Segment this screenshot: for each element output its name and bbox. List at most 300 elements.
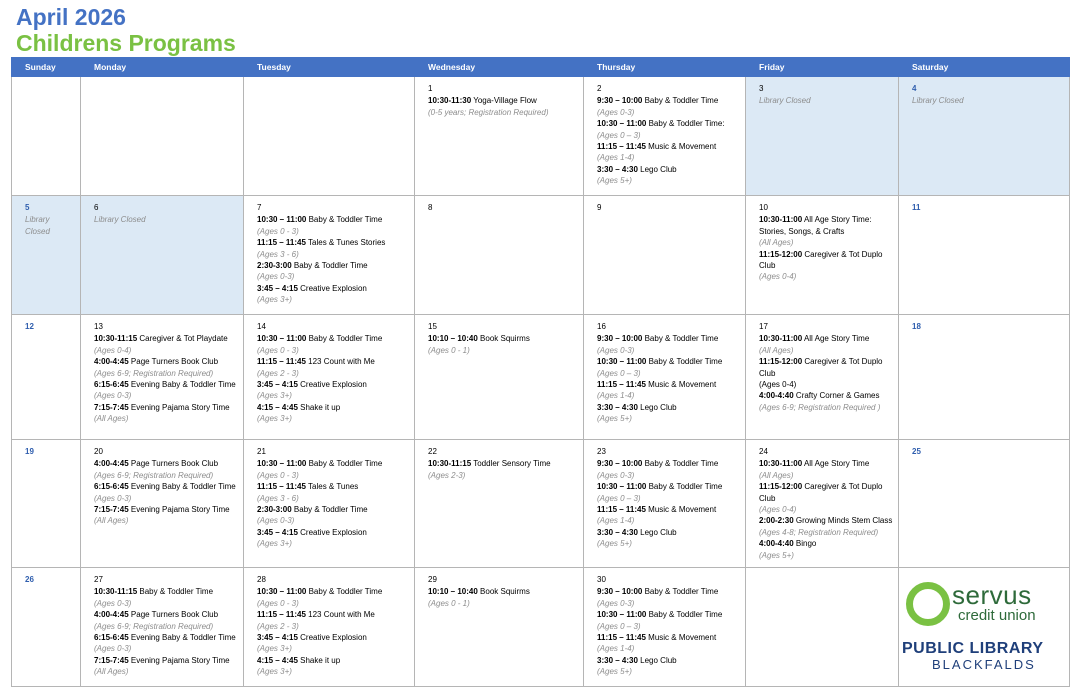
program-event	[759, 390, 894, 401]
event-age-range: (Ages 4-8; Registration Required)	[759, 527, 879, 537]
event-time: 4:00-4:40	[759, 539, 794, 549]
day-cell	[415, 440, 584, 568]
day-number: 18	[912, 322, 921, 331]
event-name: Music & Movement	[645, 380, 717, 390]
program-event	[759, 481, 894, 504]
program-event	[759, 249, 894, 272]
event-time: 3:30 – 4:30	[597, 164, 638, 174]
day-number: 17	[759, 322, 768, 331]
event-name: 123 Count with Me	[305, 357, 375, 367]
program-event	[94, 379, 239, 390]
empty-day-cell	[81, 77, 244, 196]
weekday-monday: Monday	[81, 58, 244, 77]
event-time: 4:00-4:45	[94, 610, 129, 620]
event-time: 10:30 – 11:00	[597, 610, 647, 620]
event-age-range: (Ages 5+)	[597, 667, 632, 677]
event-name: Evening Pajama Story Time	[128, 505, 230, 515]
event-time: 10:30-11:00	[759, 334, 803, 344]
event-age-range: (Ages 2 - 3)	[257, 621, 299, 631]
event-age-range: (Ages 0 – 3)	[597, 368, 641, 378]
event-age-range: (Ages 0 - 3)	[257, 226, 299, 236]
event-age-range: (Ages 3+)	[257, 391, 292, 401]
event-name: Creative Explosion	[297, 633, 367, 643]
event-name: Baby & Toddler Time	[642, 334, 719, 344]
program-event	[759, 333, 894, 344]
event-name: Shake it up	[297, 655, 341, 665]
program-event	[428, 333, 579, 344]
event-age-range: (Ages 0 - 1)	[428, 345, 470, 355]
program-event	[597, 141, 741, 152]
event-age-range: (All Ages)	[759, 470, 794, 480]
event-time: 9:30 – 10:00	[597, 96, 643, 106]
event-name: Page Turners Book Club	[128, 610, 219, 620]
event-age-range: (Ages 0 – 3)	[597, 130, 641, 140]
program-event	[597, 481, 741, 492]
program-event	[257, 458, 410, 469]
month-title: April 2026	[16, 4, 126, 30]
day-cell	[415, 196, 584, 315]
event-time: 10:30-11:00	[759, 459, 803, 469]
week-row	[12, 77, 1070, 196]
program-event	[597, 458, 741, 469]
program-event	[94, 402, 239, 413]
program-event	[597, 118, 741, 129]
day-cell	[81, 440, 244, 568]
program-event	[257, 333, 410, 344]
event-time: 2:30-3:00	[257, 505, 292, 515]
event-age-range: (Ages 0-3)	[94, 391, 132, 401]
event-time: 4:00-4:45	[94, 459, 129, 469]
event-age-range: (Ages 3 - 6)	[257, 493, 299, 503]
event-age-range: (Ages 3+)	[257, 644, 292, 654]
event-name: Baby & Toddler Time	[642, 587, 719, 597]
week-row	[12, 315, 1070, 440]
event-name: Baby & Toddler Time	[642, 96, 719, 106]
program-event	[597, 586, 741, 597]
program-event	[257, 402, 410, 413]
day-number: 4	[912, 84, 917, 93]
day-cell	[584, 196, 746, 315]
event-age-range: (Ages 0-3)	[597, 107, 635, 117]
day-cell	[899, 315, 1070, 440]
event-age-range: (Ages 0-4)	[94, 345, 132, 355]
event-age-range: (Ages 0-4)	[759, 505, 797, 515]
day-cell	[584, 77, 746, 196]
event-time: 3:45 – 4:15	[257, 283, 298, 293]
day-number: 23	[597, 447, 606, 456]
event-age-range: (Ages 5+)	[597, 414, 632, 424]
day-cell	[415, 315, 584, 440]
event-name: Evening Baby & Toddler Time	[128, 482, 236, 492]
event-name: Evening Baby & Toddler Time	[128, 380, 236, 390]
day-number: 8	[428, 203, 433, 212]
program-event	[94, 609, 239, 620]
day-number: 29	[428, 575, 437, 584]
event-name: All Age Story Time	[802, 334, 870, 344]
event-age-range: (Ages 1-4)	[597, 391, 635, 401]
event-time: 10:30-11:15	[94, 334, 138, 344]
day-cell	[415, 568, 584, 687]
event-time: 10:30 – 11:00	[257, 215, 307, 225]
event-name: Baby & Toddler Time	[646, 482, 723, 492]
event-age-range: (Ages 1-4)	[597, 644, 635, 654]
event-name: Evening Pajama Story Time	[128, 402, 230, 412]
day-cell	[746, 77, 899, 196]
event-age-range: (Ages 0-3)	[597, 598, 635, 608]
event-time: 2:30-3:00	[257, 261, 292, 271]
event-time: 6:15-6:45	[94, 380, 129, 390]
event-name: Lego Club	[637, 527, 677, 537]
event-name: Tales & Tunes	[305, 482, 359, 492]
event-time: 10:30 – 11:00	[597, 482, 647, 492]
event-name: Crafty Corner & Games	[793, 391, 880, 401]
event-time: 10:30-11:00	[759, 215, 803, 225]
program-event	[94, 632, 239, 643]
day-number: 13	[94, 322, 103, 331]
program-event	[94, 458, 239, 469]
logo-blackfalds-text: BLACKFALDS	[932, 657, 1036, 672]
program-event	[94, 586, 239, 597]
event-time: 4:00-4:45	[94, 357, 129, 367]
event-name: Baby & Toddler Time	[306, 459, 383, 469]
event-time: 11:15 – 11:45	[257, 482, 306, 492]
event-name: Baby & Toddler Time	[137, 587, 214, 597]
program-event	[597, 356, 741, 367]
event-name: Baby & Toddler Time	[291, 505, 368, 515]
event-time: 10:30-11:30	[428, 96, 472, 106]
day-number: 10	[759, 203, 768, 212]
day-number: 12	[25, 322, 34, 331]
day-cell	[899, 196, 1070, 315]
event-time: 9:30 – 10:00	[597, 587, 643, 597]
event-name: 123 Count with Me	[305, 610, 375, 620]
event-name: Baby & Toddler Time	[306, 587, 383, 597]
empty-day-cell	[244, 77, 415, 196]
logo-servus-text: servus	[952, 580, 1032, 610]
event-time: 6:15-6:45	[94, 482, 129, 492]
event-time: 11:15 – 11:45	[597, 142, 646, 152]
event-time: 11:15 – 11:45	[597, 505, 646, 515]
event-name: All Age Story Time	[802, 459, 870, 469]
program-event	[597, 333, 741, 344]
event-age-range: (Ages 0-4)	[759, 272, 797, 282]
event-age-range: (All Ages)	[94, 414, 129, 424]
event-name: Creative Explosion	[297, 380, 367, 390]
event-age-range: (Ages 5+)	[597, 176, 632, 186]
sponsor-logo	[902, 574, 1065, 674]
event-age-range: (Ages 6-9; Registration Required)	[94, 368, 214, 378]
event-age-range: (Ages 0 - 3)	[257, 598, 299, 608]
day-number: 27	[94, 575, 103, 584]
program-event	[257, 655, 410, 666]
event-age-range: (All Ages)	[759, 238, 794, 248]
event-time: 10:30-11:15	[428, 459, 472, 469]
weekday-header-row	[12, 58, 1070, 77]
program-event	[759, 538, 894, 549]
weekday-friday: Friday	[746, 58, 899, 77]
event-name: Caregiver & Tot Duplo Club	[759, 482, 883, 503]
event-name: Page Turners Book Club	[128, 459, 219, 469]
event-age-range: (Ages 0 - 3)	[257, 470, 299, 480]
day-cell	[81, 315, 244, 440]
event-name: Baby & Toddler Time	[291, 261, 368, 271]
day-number: 28	[257, 575, 266, 584]
event-time: 10:30 – 11:00	[597, 119, 647, 129]
event-time: 11:15-12:00	[759, 249, 803, 259]
day-cell	[584, 315, 746, 440]
program-event	[597, 402, 741, 413]
event-age-range: (Ages 3+)	[257, 414, 292, 424]
program-event	[94, 504, 239, 515]
program-event	[597, 527, 741, 538]
event-time: 7:15-7:45	[94, 655, 129, 665]
event-age-range: (Ages 1-4)	[597, 153, 635, 163]
library-closed-note: Library Closed	[759, 96, 811, 106]
day-number: 6	[94, 203, 99, 212]
event-time: 6:15-6:45	[94, 633, 129, 643]
programs-subtitle: Childrens Programs	[16, 30, 236, 56]
event-age-range: (Ages 3 - 6)	[257, 249, 299, 259]
library-closed-note: Library Closed	[25, 215, 50, 236]
event-name: Shake it up	[297, 402, 341, 412]
day-number: 3	[759, 84, 764, 93]
event-time: 11:15 – 11:45	[597, 633, 646, 643]
day-number: 22	[428, 447, 437, 456]
empty-day-cell	[12, 77, 81, 196]
day-number: 11	[912, 203, 921, 212]
library-closed-note: Library Closed	[94, 215, 146, 225]
day-cell	[899, 77, 1070, 196]
weekday-thursday: Thursday	[584, 58, 746, 77]
day-cell	[746, 315, 899, 440]
program-event	[597, 609, 741, 620]
event-time: 4:15 – 4:45	[257, 402, 298, 412]
event-age-range: (Ages 3+)	[257, 295, 292, 305]
event-name: Evening Baby & Toddler Time	[128, 633, 236, 643]
event-name: Creative Explosion	[297, 283, 367, 293]
day-number: 30	[597, 575, 606, 584]
program-event	[257, 356, 410, 367]
program-event	[257, 632, 410, 643]
event-time: 3:45 – 4:15	[257, 633, 298, 643]
day-cell	[244, 315, 415, 440]
event-name: Caregiver & Tot Playdate	[137, 334, 228, 344]
day-number: 7	[257, 203, 262, 212]
event-name: Lego Club	[637, 402, 677, 412]
logo-public-library-text: PUBLIC LIBRARY	[902, 640, 1044, 657]
event-time: 10:10 – 10:40	[428, 587, 478, 597]
program-event	[257, 237, 410, 248]
event-time: 7:15-7:45	[94, 505, 129, 515]
weekday-saturday: Saturday	[899, 58, 1070, 77]
event-time: 11:15 – 11:45	[257, 610, 306, 620]
program-event	[257, 379, 410, 390]
event-time: 10:10 – 10:40	[428, 334, 478, 344]
day-number: 19	[25, 447, 34, 456]
day-cell	[244, 568, 415, 687]
program-event	[759, 356, 894, 379]
event-name: Music & Movement	[645, 633, 717, 643]
event-name: Growing Minds Stem Class	[793, 516, 893, 526]
event-name: Page Turners Book Club	[128, 357, 219, 367]
program-event	[597, 632, 741, 643]
week-row	[12, 196, 1070, 315]
program-event	[94, 481, 239, 492]
day-cell	[12, 568, 81, 687]
day-number: 15	[428, 322, 437, 331]
event-age-range: (Ages 0-3)	[94, 598, 132, 608]
event-time: 11:15 – 11:45	[257, 357, 306, 367]
program-event	[257, 586, 410, 597]
event-age-range: (Ages 6-9; Registration Required )	[759, 402, 881, 412]
event-age-range: (0-5 years; Registration Required)	[428, 107, 549, 117]
day-number: 25	[912, 447, 921, 456]
program-event	[597, 379, 741, 390]
logo-cell	[899, 568, 1070, 687]
event-age-range: (Ages 5+)	[759, 550, 794, 560]
day-cell	[244, 196, 415, 315]
event-name: Tales & Tunes Stories	[305, 238, 386, 248]
event-age-range: (Ages 3+)	[257, 667, 292, 677]
event-age-range: (All Ages)	[94, 667, 129, 677]
day-cell	[12, 196, 81, 315]
event-age-range: (Ages 0 - 1)	[428, 598, 470, 608]
weekday-wednesday: Wednesday	[415, 58, 584, 77]
program-event	[759, 214, 894, 237]
program-event	[257, 283, 410, 294]
logo-credit-union-text: credit union	[958, 607, 1036, 624]
event-age-range: (All Ages)	[759, 345, 794, 355]
event-name: Baby & Toddler Time	[306, 334, 383, 344]
event-time: 10:30 – 11:00	[257, 587, 307, 597]
event-time: 7:15-7:45	[94, 402, 129, 412]
event-time: 4:15 – 4:45	[257, 655, 298, 665]
day-number: 1	[428, 84, 433, 93]
calendar-grid	[11, 57, 1070, 687]
day-number: 2	[597, 84, 602, 93]
event-age-range: (All Ages)	[94, 516, 129, 526]
day-cell	[746, 440, 899, 568]
program-event	[597, 164, 741, 175]
event-age-range: (Ages 0-4)	[759, 380, 797, 390]
day-number: 24	[759, 447, 768, 456]
weekday-tuesday: Tuesday	[244, 58, 415, 77]
event-name: Caregiver & Tot Duplo Club	[759, 249, 883, 271]
day-cell	[746, 196, 899, 315]
day-cell	[81, 196, 244, 315]
event-age-range: (Ages 6-9; Registration Required)	[94, 621, 214, 631]
event-name: Baby & Toddler Time	[642, 459, 719, 469]
program-event	[257, 481, 410, 492]
event-name: Music & Movement	[645, 142, 717, 152]
event-time: 11:15 – 11:45	[257, 238, 306, 248]
event-age-range: (Ages 1-4)	[597, 516, 635, 526]
event-name: Book Squirms	[477, 334, 530, 344]
day-number: 20	[94, 447, 103, 456]
event-age-range: (Ages 3+)	[257, 539, 292, 549]
event-age-range: (Ages 0 – 3)	[597, 621, 641, 631]
day-number: 9	[597, 203, 602, 212]
program-event	[94, 655, 239, 666]
event-time: 3:30 – 4:30	[597, 527, 638, 537]
library-closed-note: Library Closed	[912, 96, 964, 106]
event-age-range: (Ages 0-3)	[257, 516, 295, 526]
program-event	[759, 458, 894, 469]
calendar-title	[16, 4, 236, 56]
program-event	[597, 655, 741, 666]
event-age-range: (Ages 0-3)	[257, 272, 295, 282]
program-event	[257, 504, 410, 515]
event-time: 9:30 – 10:00	[597, 459, 643, 469]
event-age-range: (Ages 0-3)	[94, 644, 132, 654]
program-event	[428, 95, 579, 106]
event-name: All Age Story Time: Stories, Songs, & Crafts	[759, 215, 872, 236]
event-age-range: (Ages 0-3)	[94, 493, 132, 503]
event-name: Baby & Toddler Time	[306, 215, 383, 225]
event-time: 10:30-11:15	[94, 587, 138, 597]
event-name: Evening Pajama Story Time	[128, 655, 230, 665]
weekday-sunday: Sunday	[12, 58, 81, 77]
program-event	[759, 515, 894, 526]
event-time: 11:15 – 11:45	[597, 380, 646, 390]
event-name: Yoga-Village Flow	[471, 96, 537, 106]
program-event	[257, 527, 410, 538]
event-time: 9:30 – 10:00	[597, 334, 643, 344]
day-cell	[899, 440, 1070, 568]
day-cell	[584, 568, 746, 687]
event-time: 4:00-4:40	[759, 391, 794, 401]
event-time: 3:45 – 4:15	[257, 527, 298, 537]
program-event	[597, 95, 741, 106]
event-name: Music & Movement	[645, 505, 717, 515]
program-event	[257, 260, 410, 271]
week-row	[12, 568, 1070, 687]
day-cell	[12, 440, 81, 568]
program-event	[94, 356, 239, 367]
event-name: Creative Explosion	[297, 527, 367, 537]
event-time: 10:30 – 11:00	[597, 357, 647, 367]
program-event	[257, 609, 410, 620]
program-event	[428, 586, 579, 597]
event-name: Book Squirms	[477, 587, 530, 597]
event-name: Baby & Toddler Time	[646, 357, 723, 367]
day-number: 5	[25, 203, 30, 212]
event-age-range: (Ages 6-9; Registration Required)	[94, 470, 214, 480]
program-event	[597, 504, 741, 515]
event-age-range: (Ages 0 - 3)	[257, 345, 299, 355]
event-name: Baby & Toddler Time	[646, 610, 723, 620]
day-number: 14	[257, 322, 266, 331]
day-cell	[584, 440, 746, 568]
week-row	[12, 440, 1070, 568]
day-number: 16	[597, 322, 606, 331]
event-time: 11:15-12:00	[759, 482, 803, 492]
servus-ring-icon	[906, 582, 950, 626]
event-age-range: (Ages 0-3)	[597, 345, 635, 355]
day-number: 21	[257, 447, 266, 456]
day-cell	[415, 77, 584, 196]
event-age-range: (Ages 2 - 3)	[257, 368, 299, 378]
program-event	[94, 333, 239, 344]
event-name: Caregiver & Tot Duplo Club	[759, 357, 883, 378]
event-age-range: (Ages 5+)	[597, 539, 632, 549]
day-cell	[81, 568, 244, 687]
event-name: Baby & Toddler Time:	[646, 119, 725, 129]
event-name: Lego Club	[637, 655, 677, 665]
day-cell	[244, 440, 415, 568]
day-cell	[12, 315, 81, 440]
empty-day-cell	[746, 568, 899, 687]
